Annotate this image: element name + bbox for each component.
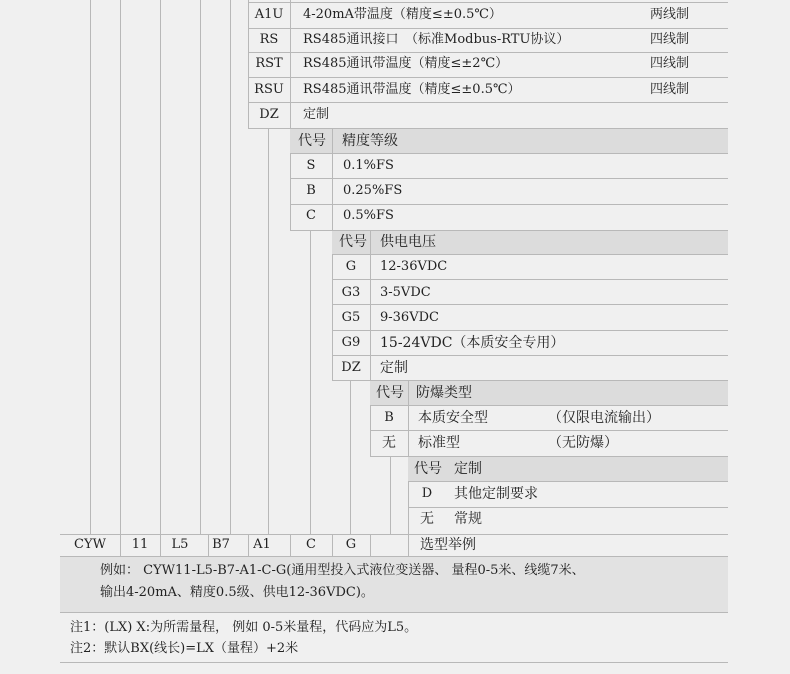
notes-bottom-line bbox=[60, 662, 728, 663]
explosion-desc-1: 标准型 bbox=[418, 435, 460, 451]
supply-desc-1: 3-5VDC bbox=[380, 285, 431, 300]
supply-desc-0: 12-36VDC bbox=[380, 259, 448, 274]
branch-line-1 bbox=[90, 0, 91, 534]
output-line-3 bbox=[248, 77, 728, 78]
selection-cell-5: C bbox=[306, 537, 316, 552]
supply-line-5 bbox=[332, 355, 728, 356]
output-desc-0: 4-20mA带温度（精度≤±0.5℃） bbox=[303, 7, 502, 22]
supply-desc-4: 定制 bbox=[380, 360, 408, 376]
selection-sep-7 bbox=[370, 534, 371, 556]
branch-line-2 bbox=[120, 0, 121, 534]
supply-code-3: G9 bbox=[341, 335, 361, 350]
supply-line-4 bbox=[332, 330, 728, 331]
output-code-4: DZ bbox=[259, 107, 279, 122]
output-desc-3: RS485通讯带温度（精度≤±0.5℃） bbox=[303, 82, 521, 97]
explosion-header-code: 代号 bbox=[376, 385, 404, 401]
output-desc-2: RS485通讯带温度（精度≤±2℃） bbox=[303, 56, 509, 71]
output-line-1 bbox=[248, 28, 728, 29]
selection-cell-2: L5 bbox=[171, 537, 189, 552]
accuracy-code-1: B bbox=[306, 183, 316, 198]
explosion-extra-1: （无防爆） bbox=[548, 435, 618, 451]
supply-desc-2: 9-36VDC bbox=[380, 310, 439, 325]
accuracy-header-label: 精度等级 bbox=[342, 133, 398, 149]
explosion-desc-0: 本质安全型 bbox=[418, 410, 488, 426]
output-line-4 bbox=[248, 102, 728, 103]
accuracy-line-3 bbox=[290, 204, 728, 205]
output-line-2 bbox=[248, 52, 728, 53]
branch-line-4 bbox=[200, 0, 201, 534]
selection-cell-3: B7 bbox=[212, 537, 230, 552]
output-code-2: RST bbox=[255, 56, 283, 71]
example-bottom-line bbox=[60, 612, 728, 613]
explosion-code-1: 无 bbox=[382, 435, 396, 451]
supply-col-sep bbox=[370, 230, 371, 380]
accuracy-desc-0: 0.1%FS bbox=[343, 158, 394, 173]
output-col-sep bbox=[290, 0, 291, 128]
supply-desc-3: 15-24VDC（本质安全专用） bbox=[380, 335, 565, 351]
custom-desc-0: 其他定制要求 bbox=[454, 486, 538, 502]
branch-line-9 bbox=[310, 230, 311, 534]
explosion-line-2 bbox=[370, 430, 728, 431]
accuracy-code-0: S bbox=[306, 158, 316, 173]
explosion-extra-0: （仅限电流输出） bbox=[548, 410, 660, 426]
custom-line-1 bbox=[408, 481, 728, 482]
explosion-header-label: 防爆类型 bbox=[416, 385, 472, 401]
custom-desc-1: 常规 bbox=[454, 511, 482, 527]
example-line-1: 例如： CYW11-L5-B7-A1-C-G(通用型投入式液位变送器、 量程0-5米、线缆7米、 bbox=[100, 563, 585, 578]
supply-code-2: G5 bbox=[341, 310, 361, 325]
branch-line-11 bbox=[350, 380, 351, 534]
note-1: 注1：(LX) X:为所需量程， 例如 0-5米量程，代码应为L5。 bbox=[70, 620, 418, 635]
custom-header-code: 代号 bbox=[414, 461, 442, 477]
note-2: 注2：默认BX(线长)=LX（量程）+2米 bbox=[70, 641, 299, 656]
accuracy-header-code: 代号 bbox=[298, 133, 326, 149]
accuracy-desc-2: 0.5%FS bbox=[343, 208, 394, 223]
accuracy-code-2: C bbox=[306, 208, 316, 223]
branch-line-7 bbox=[268, 128, 269, 534]
accuracy-line-2 bbox=[290, 178, 728, 179]
output-wire-0: 两线制 bbox=[650, 7, 690, 22]
accuracy-desc-1: 0.25%FS bbox=[343, 183, 403, 198]
custom-header-label: 定制 bbox=[454, 461, 482, 477]
explosion-code-0: B bbox=[384, 410, 394, 425]
branch-line-3 bbox=[160, 0, 161, 534]
custom-line-2 bbox=[408, 507, 728, 508]
output-code-3: RSU bbox=[254, 82, 284, 97]
selection-cell-4: A1 bbox=[253, 537, 271, 552]
branch-line-13 bbox=[390, 456, 391, 534]
output-line-0 bbox=[248, 2, 728, 3]
output-wire-3: 四线制 bbox=[650, 82, 690, 97]
selection-label: 选型举例 bbox=[420, 537, 476, 553]
selection-cell-6: G bbox=[345, 537, 357, 552]
output-desc-1: RS485通讯接口 （标准Modbus-RTU协议） bbox=[303, 32, 570, 47]
supply-code-1: G3 bbox=[341, 285, 361, 300]
output-wire-1: 四线制 bbox=[650, 32, 690, 47]
output-code-0: A1U bbox=[254, 7, 284, 22]
branch-line-5 bbox=[230, 0, 231, 534]
explosion-col-sep bbox=[408, 380, 409, 456]
selection-cell-0: CYW bbox=[74, 537, 106, 552]
explosion-line-1 bbox=[370, 405, 728, 406]
accuracy-line-1 bbox=[290, 153, 728, 154]
custom-code-0: D bbox=[421, 486, 433, 501]
supply-line-3 bbox=[332, 304, 728, 305]
supply-code-0: G bbox=[345, 259, 357, 274]
custom-code-1: 无 bbox=[420, 511, 434, 527]
selection-cell-1: 11 bbox=[131, 537, 149, 552]
supply-header-label: 供电电压 bbox=[380, 234, 436, 250]
accuracy-col-sep bbox=[332, 128, 333, 230]
output-desc-4: 定制 bbox=[303, 107, 330, 122]
selection-sep-8 bbox=[408, 534, 409, 556]
supply-header-code: 代号 bbox=[339, 234, 367, 250]
supply-code-4: DZ bbox=[341, 360, 361, 375]
example-line-2: 输出4-20mA、精度0.5级、供电12-36VDC)。 bbox=[100, 585, 374, 600]
output-code-1: RS bbox=[259, 32, 279, 47]
supply-line-1 bbox=[332, 254, 728, 255]
output-wire-2: 四线制 bbox=[650, 56, 690, 71]
supply-line-2 bbox=[332, 279, 728, 280]
